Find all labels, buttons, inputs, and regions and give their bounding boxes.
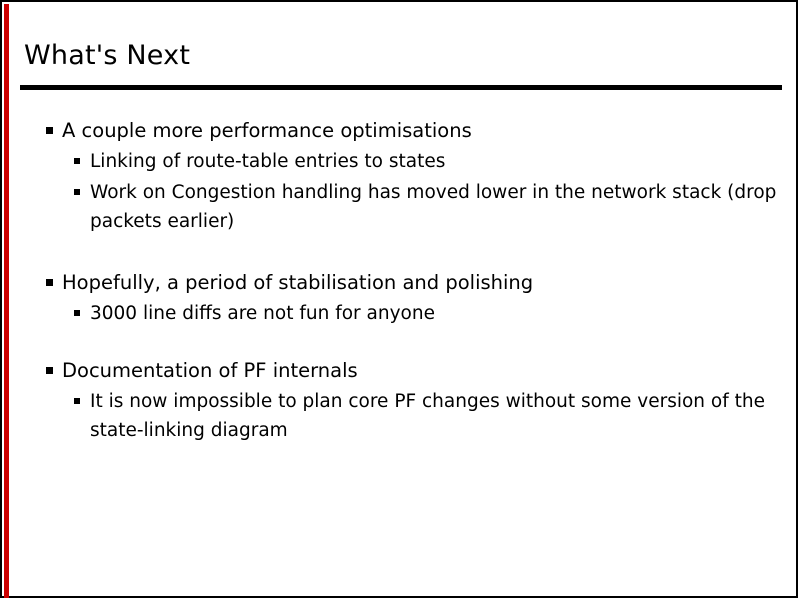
- bullet-level1-text: A couple more performance optimisations: [62, 119, 472, 142]
- bullet-level1: [40, 356, 782, 385]
- left-accent-bar: [4, 4, 9, 598]
- bullet-group-2: [40, 268, 782, 328]
- bullet-level2: [40, 147, 782, 176]
- page-title: What's Next: [24, 40, 191, 71]
- square-bullet-icon: [46, 127, 53, 134]
- bullet-level1: [40, 116, 782, 145]
- title-divider: [20, 85, 782, 90]
- bullet-level2-text: Work on Congestion handling has moved lower in the network stack (drop packets earlier): [90, 182, 777, 232]
- square-bullet-icon: [74, 189, 80, 195]
- bullet-level2-text: Linking of route-table entries to states: [90, 151, 446, 172]
- bullet-level2-text: 3000 line diffs are not fun for anyone: [90, 303, 435, 324]
- bullet-level1: [40, 268, 782, 297]
- square-bullet-icon: [46, 279, 53, 286]
- bullet-level2-text: It is now impossible to plan core PF changes without some version of the state-linking diagram: [90, 391, 765, 441]
- bullet-level1-text: Hopefully, a period of stabilisation and polishing: [62, 271, 534, 294]
- spacer: [40, 328, 782, 350]
- bullet-level2: [40, 387, 782, 445]
- square-bullet-icon: [74, 398, 80, 404]
- bullet-level2: [40, 299, 782, 328]
- square-bullet-icon: [46, 367, 53, 374]
- bullet-level1-text: Documentation of PF internals: [62, 359, 358, 382]
- bullet-level2: [40, 178, 782, 236]
- slide-content: [40, 110, 782, 445]
- spacer: [40, 236, 782, 262]
- square-bullet-icon: [74, 158, 80, 164]
- square-bullet-icon: [74, 310, 80, 316]
- bullet-group-3: [40, 356, 782, 445]
- bullet-group-1: [40, 116, 782, 236]
